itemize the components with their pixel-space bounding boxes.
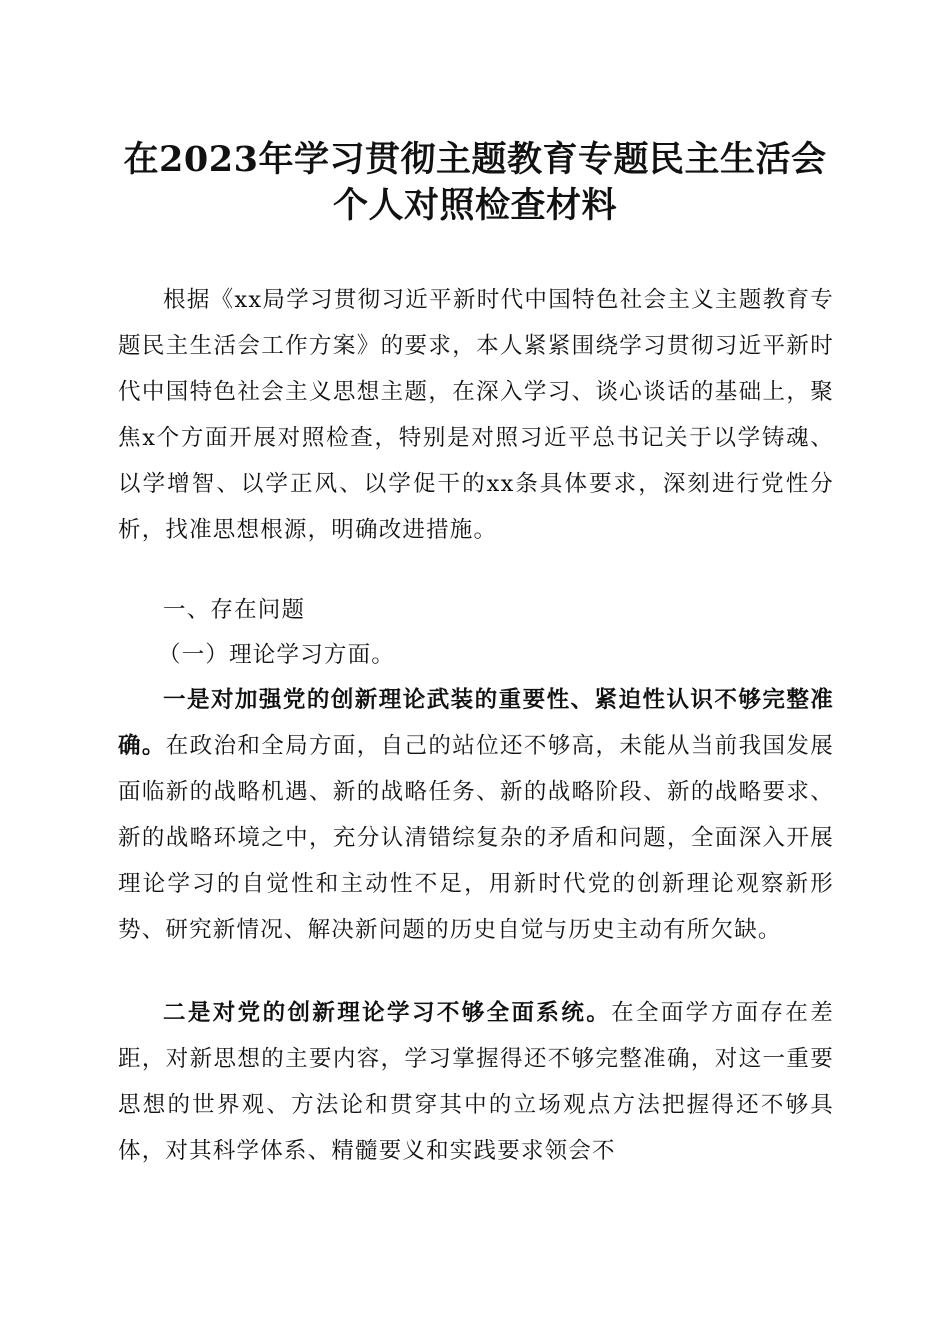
point-2-paragraph xyxy=(118,990,834,1174)
point-1-body: 在政治和全局方面，自己的站位还不够高，未能从当前我国发展面临新的战略机遇、新的战略任务、新的战略阶段、新的战略要求、新的战略环境之中，充分认清错综复杂的矛盾和问题，全面深入开展理论学习的自觉性和主动性不足，用新时代党的创新理论观察新形势、研究新情况、解决新问题的历史自觉与历史主动有所欠缺。 xyxy=(118,733,834,943)
section-heading-problems: 一、存在问题 xyxy=(163,597,306,623)
point-2-lead: 二是对党的创新理论学习不够全面系统。 xyxy=(163,1000,612,1026)
point-2-body: 在全面学方面存在差距，对新思想的主要内容，学习掌握得还不够完整准确，对这一重要思想的世界观、方法论和贯穿其中的立场观点方法把握得还不够具体，对其科学体系、精髓要义和实践要求领会不 xyxy=(118,1000,834,1164)
document-title-line-1: 在2023年学习贯彻主题教育专题民主生活会 xyxy=(123,139,827,180)
intro-paragraph: 根据《xx局学习贯彻习近平新时代中国特色社会主义主题教育专题民主生活会工作方案》的要求，本人紧紧围绕学习贯彻习近平新时代中国特色社会主义思想主题，在深入学习、谈心谈话的基础上，聚焦x个方面开展对照检查，特别是对照习近平总书记关于以学铸魂、以学增智、以学正风、以学促干的xx条具体要求，深刻进行党性分析，找准思想根源，明确改进措施。 xyxy=(118,287,834,543)
document-title-line-2: 个人对照检查材料 xyxy=(332,185,617,226)
subsection-heading-theory-study: （一）理论学习方面。 xyxy=(158,642,396,668)
point-1-lead: 一是对加强党的创新理论武装的重要性、紧迫性认识不够完整准确。 xyxy=(118,687,834,759)
point-1-paragraph xyxy=(118,677,834,953)
